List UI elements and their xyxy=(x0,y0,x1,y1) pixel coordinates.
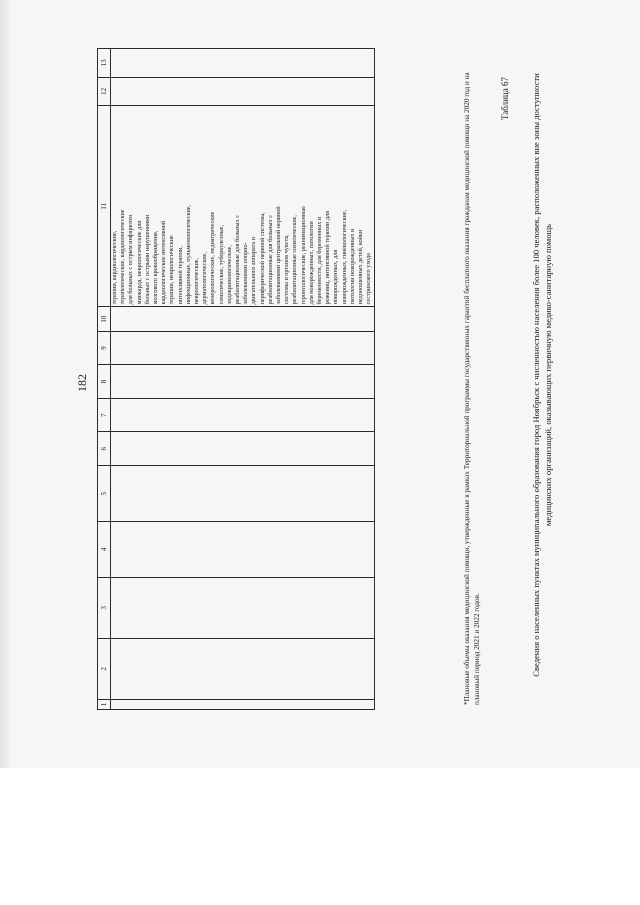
table-cell xyxy=(111,466,375,522)
col-number: 5 xyxy=(98,466,111,522)
text-line: терапии, кардиологические, xyxy=(111,230,118,305)
text-line: венерологические, педиатрические xyxy=(209,211,217,305)
col-number: 13 xyxy=(98,49,111,78)
table-cell xyxy=(111,365,375,399)
table-row xyxy=(111,49,375,710)
table-cell xyxy=(111,699,375,709)
text-line: патологии новорожденных и xyxy=(348,228,356,305)
text-line: рожениц, интенсивной терапии для xyxy=(324,211,332,305)
text-line: новорожденных, гинекологические, xyxy=(340,209,348,305)
text-line: беременности, для беременных и xyxy=(316,216,324,305)
table-cell xyxy=(111,432,375,466)
text-line: новорожденных, для xyxy=(332,249,340,305)
text-line: интенсивной терапии, xyxy=(176,246,184,305)
text-line: миокарда, неврологические для xyxy=(135,220,143,305)
col-number: 6 xyxy=(98,432,111,466)
text-line: заболеваниями опорно- xyxy=(242,242,250,305)
text-line: недоношенных детей, койки xyxy=(357,229,365,305)
text-line: терапии, неврологические xyxy=(168,235,176,305)
table-cell xyxy=(111,577,375,638)
table-cell xyxy=(111,49,375,78)
text-line: больных с острыми нарушениями xyxy=(143,214,151,305)
col-number: 2 xyxy=(98,638,111,699)
text-line: реабилитационные для больных с xyxy=(234,215,242,305)
text-line: терапевтические, кардиологические xyxy=(119,209,127,305)
text-line: кардиологические интенсивной xyxy=(160,220,168,305)
footnote: *Плановые объемы оказания медицинской помощи, утвержденные в рамках Территориальной программы государственных гарантий бесплатного оказания гражданам медицинской помощи на 2020 год и на плановый период 2021 и 2022 годов. xyxy=(463,72,481,705)
col-number: 1 xyxy=(98,699,111,709)
text-line: двигательного аппарата и xyxy=(250,237,258,305)
text-line: реабилитационные для больных с xyxy=(266,215,274,305)
table-cell xyxy=(111,398,375,432)
data-table xyxy=(97,48,375,710)
col-number: 4 xyxy=(98,521,111,577)
text-line: для новорожденных, патологии xyxy=(307,221,315,305)
text-line: неврологические, xyxy=(193,257,201,305)
text-line: геронтологические, реанимационные xyxy=(299,205,307,305)
text-line: системы и органов чувств, xyxy=(283,234,291,305)
table-cell xyxy=(111,638,375,699)
text-line: периферической нервной системы, xyxy=(258,212,266,305)
col-number: 3 xyxy=(98,577,111,638)
table-caption: Сведения о населенных пунктах муниципального образования город Ноябрьск с численностью населения более 100 человек, расположенных вне зоны доступности медицинских организаций, оказывающих первичную медико-санитарную помощь xyxy=(531,73,553,677)
text-line: заболеваниями центральной нервной xyxy=(275,206,283,305)
col-number: 8 xyxy=(98,365,111,399)
text-line: инфекционные, пульмонологические, xyxy=(184,204,192,305)
text-line: реабилитационные соматические, xyxy=(291,215,299,305)
column-number-row xyxy=(98,49,111,710)
table-cell xyxy=(111,307,375,331)
table-cell xyxy=(111,521,375,577)
text-line: для больных с острым инфарктом xyxy=(127,214,135,305)
text-line: дерматологические, xyxy=(201,252,209,305)
col-number: 7 xyxy=(98,398,111,432)
col-number: 12 xyxy=(98,77,111,105)
text-line: мозгового кровообращения, xyxy=(152,230,160,305)
page-number: 182 xyxy=(75,374,89,392)
table-label: Таблица 67 xyxy=(500,77,510,120)
table-cell xyxy=(111,331,375,365)
text-line: эндокринологические, xyxy=(225,245,233,305)
text-line: сестринского ухода xyxy=(365,253,373,305)
table-cell xyxy=(111,77,375,105)
text-line: соматические, туберкулезные, xyxy=(217,224,225,305)
bed-profiles-cell xyxy=(111,106,375,307)
col-number: 11 xyxy=(98,106,111,307)
col-number: 9 xyxy=(98,331,111,365)
col-number: 10 xyxy=(98,307,111,331)
